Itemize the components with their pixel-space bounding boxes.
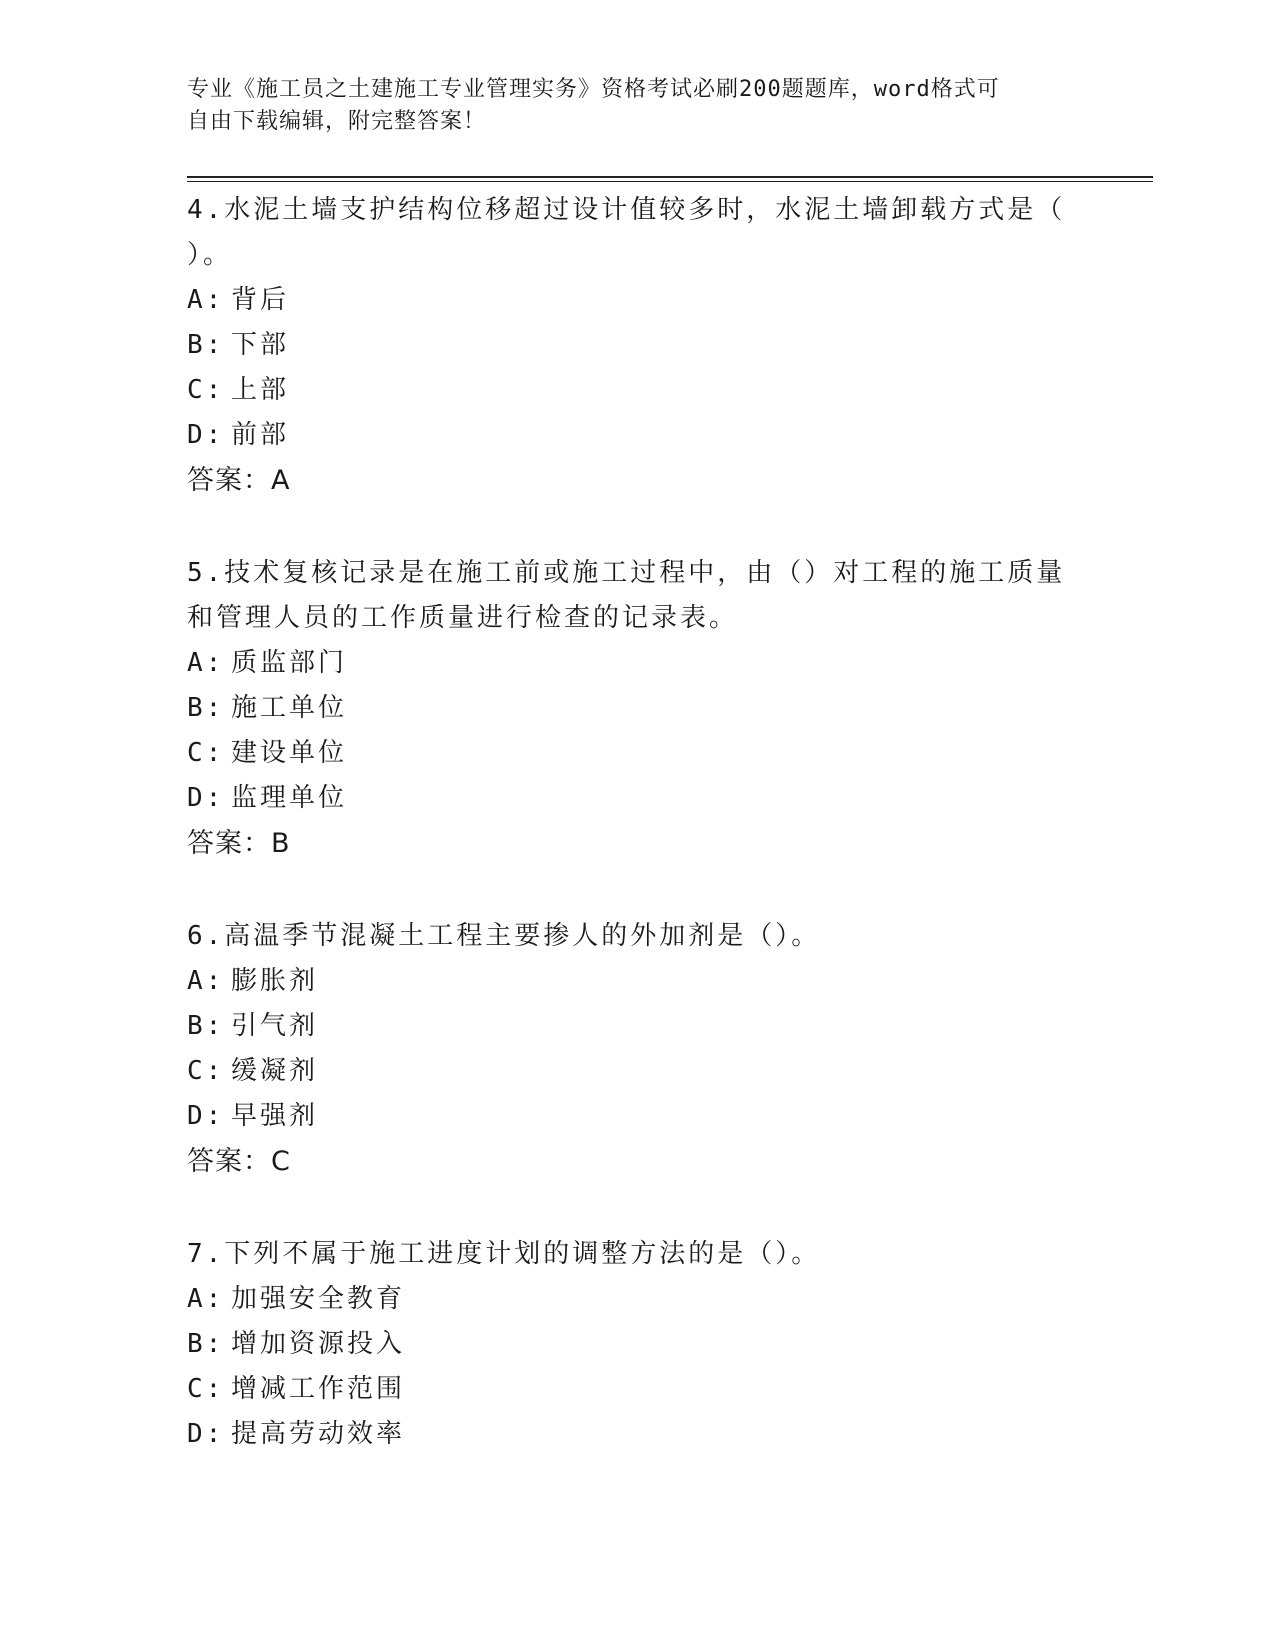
option-letter: B:	[187, 1011, 225, 1041]
question-4	[187, 188, 1153, 503]
question-6	[187, 914, 1153, 1184]
option-letter: C:	[187, 738, 225, 768]
question-7	[187, 1232, 1153, 1457]
option-a	[187, 959, 1153, 1004]
option-letter: D:	[187, 1101, 225, 1131]
option-text: 下部	[231, 330, 290, 360]
answer-line: 答案：B	[187, 828, 291, 859]
option-text: 加强安全教育	[231, 1284, 406, 1314]
question-text: 6.高温季节混凝土工程主要掺人的外加剂是（）。	[187, 921, 821, 951]
option-text: 早强剂	[231, 1101, 319, 1131]
option-b	[187, 323, 1153, 368]
answer-line: 答案：A	[187, 465, 291, 496]
option-text: 质监部门	[231, 648, 348, 678]
question-text: 4.水泥土墙支护结构位移超过设计值较多时，水泥土墙卸载方式是（ ）。	[187, 195, 1066, 270]
option-letter: D:	[187, 783, 225, 813]
option-text: 膨胀剂	[231, 966, 319, 996]
option-text: 前部	[231, 420, 290, 450]
option-letter: B:	[187, 693, 225, 723]
option-text: 背后	[231, 285, 290, 315]
option-d	[187, 1094, 1153, 1139]
question-5	[187, 551, 1153, 866]
option-text: 上部	[231, 375, 290, 405]
option-c	[187, 1367, 1153, 1412]
option-b	[187, 1322, 1153, 1367]
option-d	[187, 413, 1153, 458]
option-text: 增减工作范围	[231, 1374, 406, 1404]
option-letter: C:	[187, 1374, 225, 1404]
header-line-2: 自由下载编辑，附完整答案！	[187, 109, 487, 134]
option-a	[187, 278, 1153, 323]
question-text: 7.下列不属于施工进度计划的调整方法的是（）。	[187, 1239, 821, 1269]
option-letter: D:	[187, 420, 225, 450]
document-header	[187, 74, 1067, 138]
option-text: 缓凝剂	[231, 1056, 319, 1086]
question-list	[187, 188, 1153, 1457]
option-c	[187, 1049, 1153, 1094]
option-text: 施工单位	[231, 693, 348, 723]
option-a	[187, 1277, 1153, 1322]
option-text: 监理单位	[231, 783, 348, 813]
answer-line: 答案：C	[187, 1146, 291, 1177]
option-letter: C:	[187, 1056, 225, 1086]
header-line-1: 专业《施工员之土建施工专业管理实务》资格考试必刷200题题库，word格式可	[187, 77, 1000, 102]
option-letter: C:	[187, 375, 225, 405]
option-letter: A:	[187, 966, 225, 996]
option-c	[187, 368, 1153, 413]
option-d	[187, 776, 1153, 821]
option-text: 引气剂	[231, 1011, 319, 1041]
option-text: 增加资源投入	[231, 1329, 406, 1359]
option-b	[187, 1004, 1153, 1049]
option-a	[187, 641, 1153, 686]
option-b	[187, 686, 1153, 731]
option-letter: A:	[187, 285, 225, 315]
option-text: 提高劳动效率	[231, 1419, 406, 1449]
option-letter: A:	[187, 648, 225, 678]
header-divider	[187, 176, 1153, 178]
option-c	[187, 731, 1153, 776]
option-letter: B:	[187, 1329, 225, 1359]
document-page	[187, 74, 1153, 1505]
option-letter: B:	[187, 330, 225, 360]
question-text: 5.技术复核记录是在施工前或施工过程中，由（）对工程的施工质量和管理人员的工作质量进行检查的记录表。	[187, 558, 1066, 633]
option-letter: A:	[187, 1284, 225, 1314]
option-d	[187, 1412, 1153, 1457]
option-text: 建设单位	[231, 738, 348, 768]
option-letter: D:	[187, 1419, 225, 1449]
